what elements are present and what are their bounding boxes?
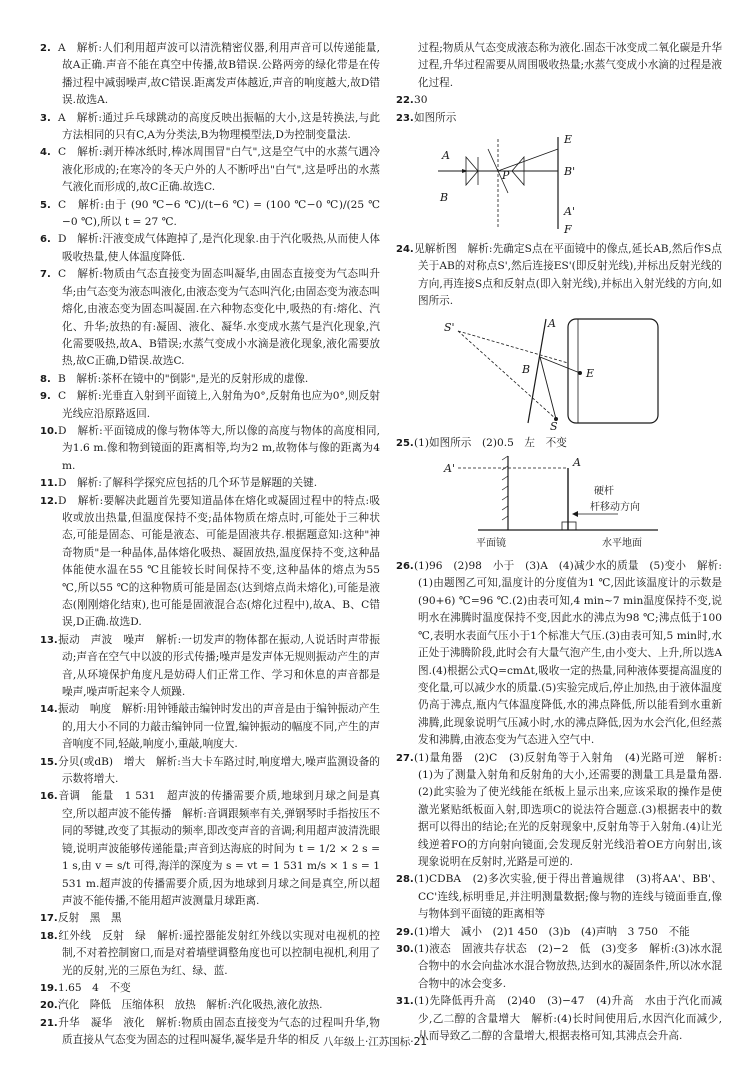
answer-24: 24.见解析图 解析:先确定S点在平面镜中的像点,延长AB,然后作S点关于AB的对称点S',然后连接ES'(即反射光线),并标出反射光线的方向,再连接S点和反射点(即入射光线),并标出入射光线的方向,如图所示. <box>396 243 722 308</box>
answer-item <box>40 997 380 1014</box>
answer-item <box>40 110 380 145</box>
answer-text: A 解析:人们利用超声波可以清洗精密仪器,利用声音可以传递能量,故A正确.声音不能在真空中传播,故B错误.公路两旁的绿化带是在传播过程中减弱噪声,故C错误.距离发声体越近,声音的响度越大,故D错误.故选A. <box>58 42 380 107</box>
answer-number: 20. <box>40 1000 58 1012</box>
figure-23 <box>418 129 722 237</box>
answer-item <box>40 788 380 910</box>
answer-number: 21. <box>40 1017 58 1029</box>
answer-number: 10. <box>40 425 58 437</box>
figure-25 <box>418 454 722 554</box>
answer-text: 红外线 反射 绿 解析:遥控器能发射红外线以实现对电视机的控制,不对着控制窗口,而是对着墙壁调整角度也可以控制电视机,利用了光的反射,光的三原色为红、绿、蓝. <box>58 929 380 977</box>
answer-text: (1)增大 减小 (2)1 450 (3)b (4)声呐 3 750 不能 <box>414 925 690 938</box>
answer-item <box>40 980 380 997</box>
fig24-reflected-ray <box>540 357 580 373</box>
answer-number: 18. <box>40 930 58 942</box>
answer-item <box>396 924 722 941</box>
answer-text: D 解析:汗液变成气体跑掉了,是汽化现象.由于汽化吸热,从而使人体吸收热量,使人体温度降低. <box>58 233 380 263</box>
answer-text: (1)量角器 (2)C (3)反射角等于入射角 (4)光路可逆 解析:(1)为了测量入射角和反射角的大小,还需要的测量工具是量角器.(2)此实验为了使光线能在纸板上显示出来,应该采取的操作是使激光紧贴纸板面入射,即选项C的说法符合题意.(3)根据表中的数据可以得出的结论;在光的反射现象中,反射角等于入射角.(4)让光线逆着FO的方向射向镜面,会发现反射光线沿着OE方向射出,该现象说明在反射时,光路是可逆的. <box>414 751 722 868</box>
answer-number: 9. <box>40 391 51 403</box>
fig23-label-B: B <box>440 191 449 205</box>
answer-number: 8. <box>40 373 51 385</box>
fig25-label-A: A <box>573 456 581 470</box>
answer-number: 19. <box>40 982 58 994</box>
fig23-label-P: P <box>502 169 510 183</box>
answer-item <box>40 144 380 196</box>
fig24-label-A: A <box>548 316 556 330</box>
answer-text: C 解析:剥开棒冰纸时,棒冰周围冒"白气",这是空气中的水蒸气遇冷液化形成的;在寒冷的冬天户外的人不断呼出"白气",这是呼出的水蒸气液化而形成的,故C正确.故选C. <box>58 146 380 194</box>
fig23-label-Ap: A' <box>564 205 575 219</box>
answer-text: 振动 响度 解析:用钟锤敲击编钟时发出的声音是由于编钟振动产生的,用大小不同的力敲击编钟同一位置,编钟振动的幅度不同,产生的声音响度不同,轻敲,响度小,重敲,响度大. <box>58 703 380 751</box>
answer-text: C 解析:光垂直入射到平面镜上,入射角为0°,反射角也应为0°,则反射光线应沿原路返回. <box>58 390 380 420</box>
fig23-reflected-ray <box>498 149 558 171</box>
answer-text: (1)先降低再升高 (2)40 (3)−47 (4)升高 水由于汽化而减少,乙二醇的含量增大 解析:(4)长时间使用后,水因汽化而减少,从而导致乙二醇的含量增大,根据表格可知,其沸点会升高. <box>414 995 722 1043</box>
answer-number: 7. <box>40 269 51 281</box>
answer-number: 26. <box>396 561 414 573</box>
fig24-label-E: E <box>586 366 595 380</box>
answer-text: (1)96 (2)98 小于 (3)A (4)减少水的质量 (5)变小 解析:(1)由题图乙可知,温度计的分度值为1 ℃,因此该温度计的示数是(90+6) ℃=96 ℃.(2)由表可知,4 min~7 min温度保持不变,说明水在沸腾时温度保持不变,因此水的沸点为98 ℃;沸点低于100 ℃,表明水表面气压小于1个标准大气压.(3)由表可知,5 min时,水正处于沸腾阶段,此时会有大量气泡产生,由小变大、上升,所以选A图.(4)根据公式Q=cmΔt,吸收一定的热量,同种液体要提高温度的变化量,可以减少水的质量.(5)实验完成后,停止加热,由于液体温度仍高于沸点,瓶内气体温度降低,水的沸点降低,所以能看到水重新沸腾,此现象说明气压减小时,水的沸点降低,因为水会汽化,但经蒸发和沸腾,由液态变为气态进入空气中. <box>414 560 722 747</box>
answer-item <box>396 941 722 993</box>
answer-text: D 解析:要解决此题首先要知道晶体在熔化或凝固过程中的特点:吸收或放出热量,但温度保持不变;晶体物质在熔点时,可能处于三种状态,可能是固态、可能是液态、可能是固液共存.根据题意知:这种"神奇物质"是一种晶体,晶体熔化吸热、凝固放热,温度保持不变,这种晶体能使水温在55 ℃且能较长时间保持不变,这种晶体的熔点为55 ℃,所以55 ℃的这种物质可能是固态(达到熔点尚未熔化),可能是液态(刚刚熔化结束),也可能是固液混合态(熔化过程中),故A、B、C错误,D正确.故选D. <box>58 494 380 629</box>
answer-item <box>40 388 380 423</box>
left-column <box>40 40 380 1050</box>
fig25-label-mirror: 平面镜 <box>476 538 506 550</box>
answer-item <box>396 871 722 923</box>
answer-item <box>40 701 380 753</box>
answer-item <box>40 231 380 266</box>
answer-23: 23.如图所示 <box>396 111 457 124</box>
fig25-rod-base <box>562 522 576 530</box>
fig24-point-E <box>578 371 582 375</box>
answer-text: C 解析:物质由气态直接变为固态叫凝华,由固态直接变为气态叫升华;由气态变为液态叫液化,由液态变为气态叫汽化;由固态变为液态叫熔化,由液态变为固态叫凝固.在六种物态变化中,吸热的有:熔化、汽化、升华;放热的有:凝固、液化、凝华.水变成水蒸气是汽化现象,汽化需要吸热,故A、B错误;水蒸气变成小水滴是液化现象,液化需要放热,故C正确,D错误.故选C. <box>58 268 380 368</box>
answer-text: B 解析:茶杯在镜中的"倒影",是光的反射形成的虚像. <box>58 372 309 385</box>
fig23-label-F: F <box>564 223 572 237</box>
answer-text: 音调 能量 1 531 超声波的传播需要介质,地球到月球之间是真空,所以超声波不能传播 解析:音调跟频率有关,弹钢琴时手指按压不同的琴键,改变了其振动的频率,即改变声音的音调;利用超声波清洗眼镜,说明声波能够传递能量;声音到达海底的时间为 t = 1/2 × 2 s = 1 s,由 v = s/t 可得,海洋的深度为 s = vt = 1 531 m/s × 1 s = 1 531 m.超声波的传播需要介质,因为地球到月球之间是真空,所以超声波不能传播,不能用超声波测量月球距离. <box>58 790 380 907</box>
figure-23-svg <box>418 129 618 237</box>
answer-item <box>396 750 722 872</box>
fig23-label-Bp: B' <box>564 165 576 179</box>
fig23-label-A: A <box>442 149 450 163</box>
answer-text: (1)液态 固液共存状态 (2)−2 低 (3)变多 解析:(3)冰水混合物中的水会向盐冰水混合物放热,达到水的凝固条件,所以冰水混合物中的冰会变多. <box>414 943 722 990</box>
answer-text: 1.65 4 不变 <box>58 981 131 994</box>
figure-24-svg <box>418 313 678 431</box>
fig24-label-B: B <box>522 362 531 376</box>
answer-number: 3. <box>40 112 51 124</box>
answer-number: 16. <box>40 791 58 803</box>
answer-number: 27. <box>396 752 414 764</box>
fig25-label-rod: 硬杆 <box>594 486 614 498</box>
answer-text: D 解析:平面镜成的像与物体等大,所以像的高度与物体的高度相同,为1.6 m.像和物到镜面的距离相等,均为2 m,故物体与像的距离为4 m. <box>58 424 380 472</box>
fig23-arrow <box>462 169 468 173</box>
answer-item <box>40 40 380 110</box>
right-answers-list <box>396 558 722 1045</box>
fig25-label-Ap: A' <box>444 462 455 476</box>
answer-number: 30. <box>396 944 414 955</box>
answer-number: 11. <box>40 478 58 490</box>
answer-number: 13. <box>40 634 58 646</box>
answer-number: 17. <box>40 913 58 925</box>
answer-item <box>40 928 380 980</box>
answer-text: (1)CDBA (2)多次实验,便于得出普遍规律 (3)将AA'、BB'、CC'连线,标明垂足,并注明测量数据;像与物的连线与镜面垂直,像与物体到平面镜的距离相等 <box>414 873 722 921</box>
fig24-cabinet <box>568 319 658 423</box>
answer-number: 2. <box>40 43 51 54</box>
answer-item <box>40 632 380 702</box>
answer-item <box>40 493 380 632</box>
answer-number: 5. <box>40 199 51 211</box>
answer-text: 升华 凝华 液化 解析:物质由固态直接变为气态的过程叫升华,物质直接从气态变为固态的过程叫凝华,凝华是升华的相反 <box>58 1016 380 1047</box>
answer-number: 12. <box>40 495 58 507</box>
answer-item <box>40 910 380 927</box>
answer-item <box>40 266 380 370</box>
answer-text: 振动 声波 噪声 解析:一切发声的物体都在振动,人说话时声带振动;声音在空气中以波的形式传播;噪声是发声体无规则振动产生的声音,从环境保护角度凡是妨碍人们正常工作、学习和休息的声音都是噪声,噪声听起来令人烦躁. <box>58 633 380 699</box>
fig24-label-S: S <box>550 419 558 431</box>
right-column <box>396 40 722 1045</box>
answer-item <box>40 197 380 232</box>
fig24-extension <box>458 331 568 363</box>
answer-text: 汽化 降低 压缩体积 放热 解析:汽化吸热,液化放热. <box>58 999 323 1012</box>
answer-number: 28. <box>396 874 414 886</box>
answer-number: 6. <box>40 234 51 246</box>
answer-text: 分贝(或dB) 增大 解析:当大卡车路过时,响度增大,噪声监测设备的示数将增大. <box>58 755 380 786</box>
page-footer: 八年级上·江苏国标·21 <box>322 1036 428 1048</box>
answer-22: 22.30 <box>396 94 428 107</box>
answer-text: 反射 黑 黑 <box>58 912 122 925</box>
answer-item <box>40 754 380 789</box>
figure-25-svg <box>418 454 678 554</box>
answer-text: A 解析:通过乒乓球跳动的高度反映出振幅的大小,这是转换法,与此方法相同的只有C,A为分类法,B为物理模型法,D为控制变量法. <box>58 111 380 142</box>
answer-item <box>40 423 380 475</box>
answer-text: C 解析:由于 (90 ℃−6 ℃)/(t−6 ℃) = (100 ℃−0 ℃)/(25 ℃−0 ℃),所以 t = 27 ℃. <box>58 198 380 229</box>
fig24-incident-ray <box>540 357 556 419</box>
figure-24 <box>418 313 722 431</box>
answer-number: 31. <box>396 996 414 1008</box>
answer-number: 14. <box>40 704 58 716</box>
fig25-hatch <box>502 456 508 460</box>
answer-item <box>40 371 380 388</box>
answer-25: 25.(1)如图所示 (2)0.5 左 不变 <box>396 436 567 449</box>
answer-21-continued: 过程;物质从气态变成液态称为液化.固态干冰变成二氧化碳是升华过程,升华过程需要从周围吸收热量;水蒸气变成小水滴的过程是液化过程. <box>418 42 722 89</box>
fig25-label-ground: 水平地面 <box>602 538 642 550</box>
answer-number: 29. <box>396 926 414 938</box>
answer-item <box>396 558 722 749</box>
answer-text: D 解析:了解科学探究应包括的几个环节是解题的关键. <box>58 477 318 490</box>
fig23-label-E: E <box>564 133 573 147</box>
fig24-label-Sp: S' <box>444 320 455 334</box>
answer-number: 15. <box>40 756 58 768</box>
fig25-label-direction: 杆移动方向 <box>590 502 640 514</box>
answer-number: 4. <box>40 147 51 159</box>
answer-item <box>40 475 380 492</box>
